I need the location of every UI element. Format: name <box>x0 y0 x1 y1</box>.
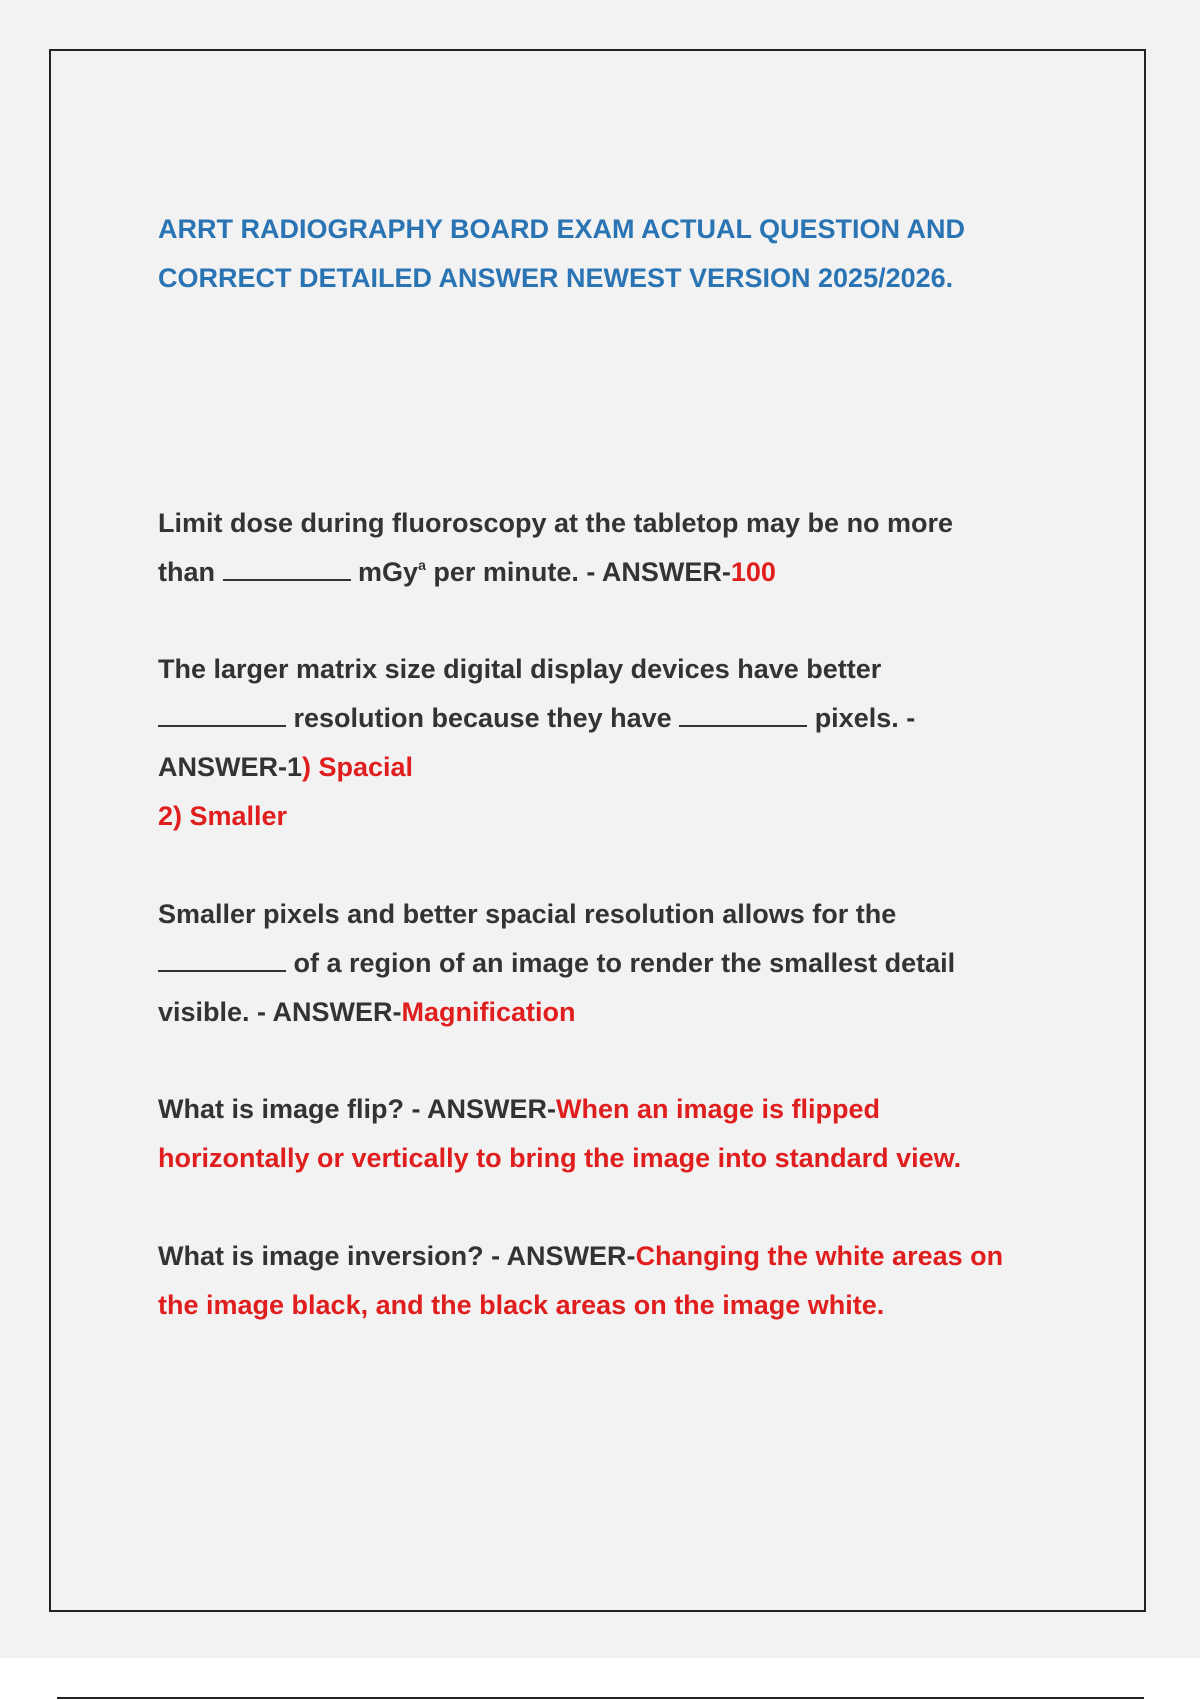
qa-item-image-flip <box>158 1085 1058 1183</box>
qa-item-matrix-resolution <box>158 645 1058 841</box>
question-text: What is image flip? - ANSWER- <box>158 1094 556 1124</box>
answer-text: When an image is flipped <box>556 1094 881 1124</box>
qa-item-dose-limit <box>158 499 1058 597</box>
question-text: visible. - ANSWER- <box>158 997 402 1027</box>
question-text: ANSWER-1 <box>158 752 303 782</box>
next-page-strip <box>0 1658 1200 1700</box>
question-text: than <box>158 557 215 587</box>
question-text: per minute. - ANSWER- <box>433 557 731 587</box>
document-title <box>158 205 1058 303</box>
fill-blank <box>158 946 286 972</box>
title-line-2: CORRECT DETAILED ANSWER NEWEST VERSION 2025/2026. <box>158 263 954 293</box>
qa-item-magnification <box>158 890 1058 1037</box>
answer-text: 2) Smaller <box>158 801 288 831</box>
qa-item-image-inversion <box>158 1232 1058 1330</box>
question-text: The larger matrix size digital display devices have better <box>158 654 882 684</box>
answer-text: 100 <box>730 557 776 587</box>
question-text: pixels. - <box>814 703 916 733</box>
title-line-1: ARRT RADIOGRAPHY BOARD EXAM ACTUAL QUESTION AND <box>158 214 966 244</box>
question-text: Smaller pixels and better spacial resolution allows for the <box>158 899 897 929</box>
answer-text: Changing the white areas on <box>635 1241 1004 1271</box>
fill-blank <box>158 701 286 727</box>
fill-blank <box>223 555 351 581</box>
superscript: a <box>418 557 426 573</box>
question-text: of a region of an image to render the smallest detail <box>293 948 956 978</box>
answer-text: horizontally or vertically to bring the image into standard view. <box>158 1143 962 1173</box>
question-text: What is image inversion? - ANSWER- <box>158 1241 636 1271</box>
question-text: mGy <box>358 557 419 587</box>
answer-text: ) Spacial <box>302 752 414 782</box>
fill-blank <box>679 701 807 727</box>
answer-text: Magnification <box>401 997 576 1027</box>
question-text: resolution because they have <box>293 703 672 733</box>
answer-text: the image black, and the black areas on the image white. <box>158 1290 885 1320</box>
question-text: Limit dose during fluoroscopy at the tabletop may be no more <box>158 508 954 538</box>
next-page-border <box>57 1697 1144 1699</box>
